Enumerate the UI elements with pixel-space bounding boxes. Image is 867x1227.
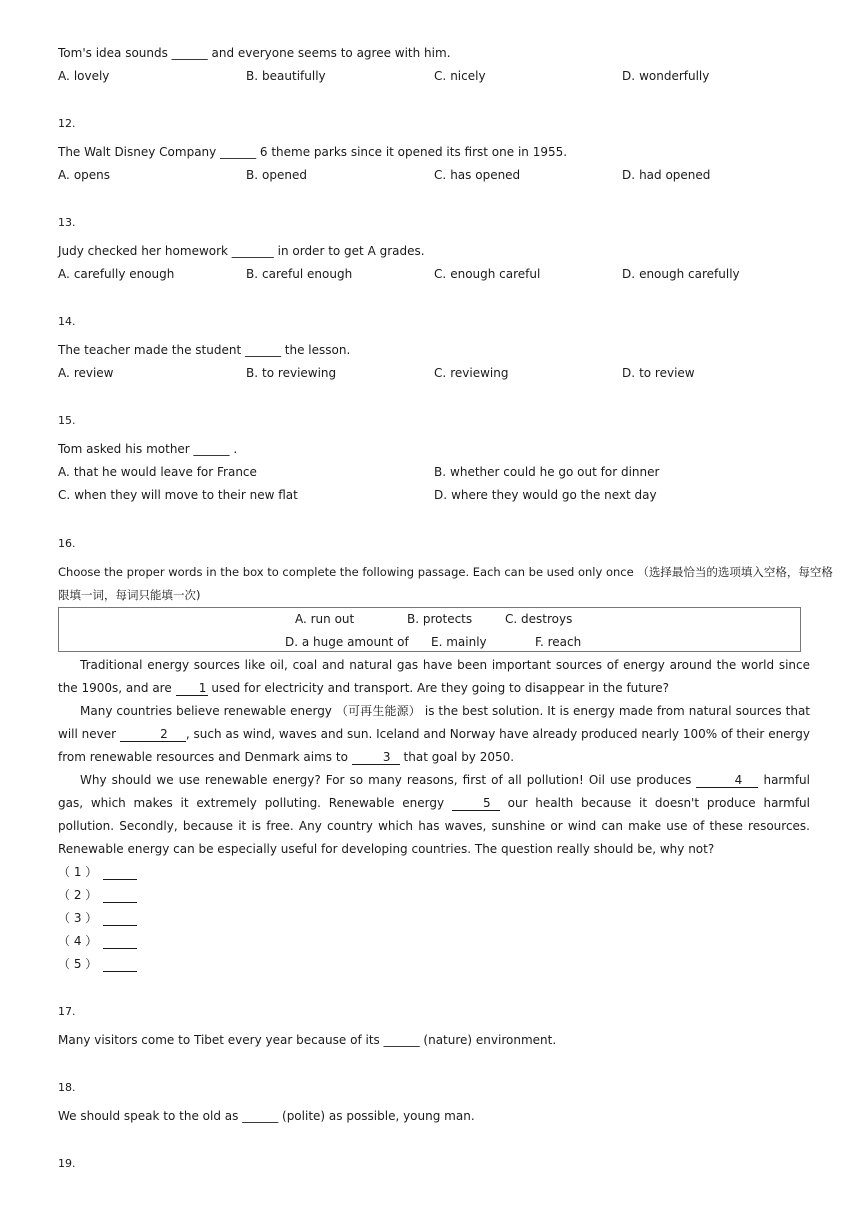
q11-option-a: A. lovely: [58, 69, 110, 83]
q15-option-b: B. whether could he go out for dinner: [434, 465, 660, 479]
word-box-option-b: B. protects: [407, 612, 473, 626]
q12-option-a: A. opens: [58, 168, 111, 182]
q18-number: 18.: [58, 1081, 76, 1094]
q13-number: 13.: [58, 216, 76, 229]
q14-number: 14.: [58, 315, 76, 328]
answer-line-5[interactable]: （ 5 ）: [58, 956, 137, 972]
q14-stem: The teacher made the student ______ the lesson.: [58, 343, 351, 357]
q11-option-c: C. nicely: [434, 69, 486, 83]
q12-option-c: C. has opened: [434, 168, 521, 182]
q17-number: 17.: [58, 1005, 76, 1018]
q15-number: 15.: [58, 414, 76, 427]
q15-option-c: C. when they will move to their new flat: [58, 488, 298, 502]
q15-stem: Tom asked his mother ______ .: [58, 442, 238, 456]
q12-option-d: D. had opened: [622, 168, 711, 182]
q11-option-b: B. beautifully: [246, 69, 326, 83]
q17-stem: Many visitors come to Tibet every year because of its ______ (nature) environment.: [58, 1033, 557, 1047]
q12-number: 12.: [58, 117, 76, 130]
passage-blank-4: 4: [696, 773, 758, 788]
answer-line-2[interactable]: （ 2 ）: [58, 887, 137, 903]
passage-blank-5: 5: [452, 796, 500, 811]
passage-paragraph-1: Traditional energy sources like oil, coal and natural gas have been important sources of energy around the world since the 1900s, and are 1 used for electricity and transport. Are they going to disappear in the future?: [58, 658, 810, 695]
word-box: [58, 607, 801, 652]
q15-option-a: A. that he would leave for France: [58, 465, 257, 479]
q13-stem: Judy checked her homework _______ in order to get A grades.: [58, 244, 425, 258]
answer-line-1[interactable]: （ 1 ）: [58, 864, 137, 880]
word-box-option-e: E. mainly: [431, 635, 487, 649]
answer-line-3[interactable]: （ 3 ）: [58, 910, 137, 926]
q12-option-b: B. opened: [246, 168, 307, 182]
q19-number: 19.: [58, 1157, 76, 1170]
passage-paragraph-2: Many countries believe renewable energy （可再生能源） is the best solution. It is energy made from natural sources that will never 2 , such as wind, waves and sun. Iceland and Norway have already produced nearly 100% of their energy from renewable resources and Denmark aims to 3 that goal by 2050.: [58, 704, 811, 764]
passage-blank-2: 2: [120, 727, 186, 742]
q11-option-d: D. wonderfully: [622, 69, 710, 83]
reading-passage: [58, 654, 810, 861]
q14-option-b: B. to reviewing: [246, 366, 337, 380]
passage-blank-3: 3: [352, 750, 400, 765]
q14-option-a: A. review: [58, 366, 114, 380]
word-box-option-f: F. reach: [535, 635, 582, 649]
q14-option-c: C. reviewing: [434, 366, 509, 380]
q13-option-b: B. careful enough: [246, 267, 353, 281]
word-box-option-c: C. destroys: [505, 612, 573, 626]
q13-option-d: D. enough carefully: [622, 267, 740, 281]
q16-number: 16.: [58, 537, 76, 550]
passage-paragraph-3: Why should we use renewable energy? For so many reasons, first of all pollution! Oil use produces 4 harmful gas, which makes it extremely polluting. Renewable energy 5 our health because it doesn't produce harmful pollution. Secondly, because it is free. Any country which has waves, sunshine or wind can make use of these resources. Renewable energy can be especially useful for developing countries. The question really should be, why not?: [58, 773, 810, 856]
q13-option-c: C. enough careful: [434, 267, 541, 281]
q11-stem: Tom's idea sounds ______ and everyone seems to agree with him.: [58, 46, 451, 60]
word-box-option-d: D. a huge amount of: [285, 635, 409, 649]
q12-stem: The Walt Disney Company ______ 6 theme parks since it opened its first one in 1955.: [58, 145, 568, 159]
q16-instruction-line-1: Choose the proper words in the box to complete the following passage. Each can be used only once （选择最恰当的选项填入空格，每空格: [58, 565, 833, 579]
answer-line-4[interactable]: （ 4 ）: [58, 933, 137, 949]
q15-option-d: D. where they would go the next day: [434, 488, 657, 502]
passage-blank-1: 1: [176, 681, 208, 696]
q14-option-d: D. to review: [622, 366, 695, 380]
q13-option-a: A. carefully enough: [58, 267, 175, 281]
q16-instruction-line-2: 限填一词，每词只能填一次): [58, 588, 201, 602]
word-box-option-a: A. run out: [295, 612, 355, 626]
q18-stem: We should speak to the old as ______ (polite) as possible, young man.: [58, 1109, 475, 1123]
